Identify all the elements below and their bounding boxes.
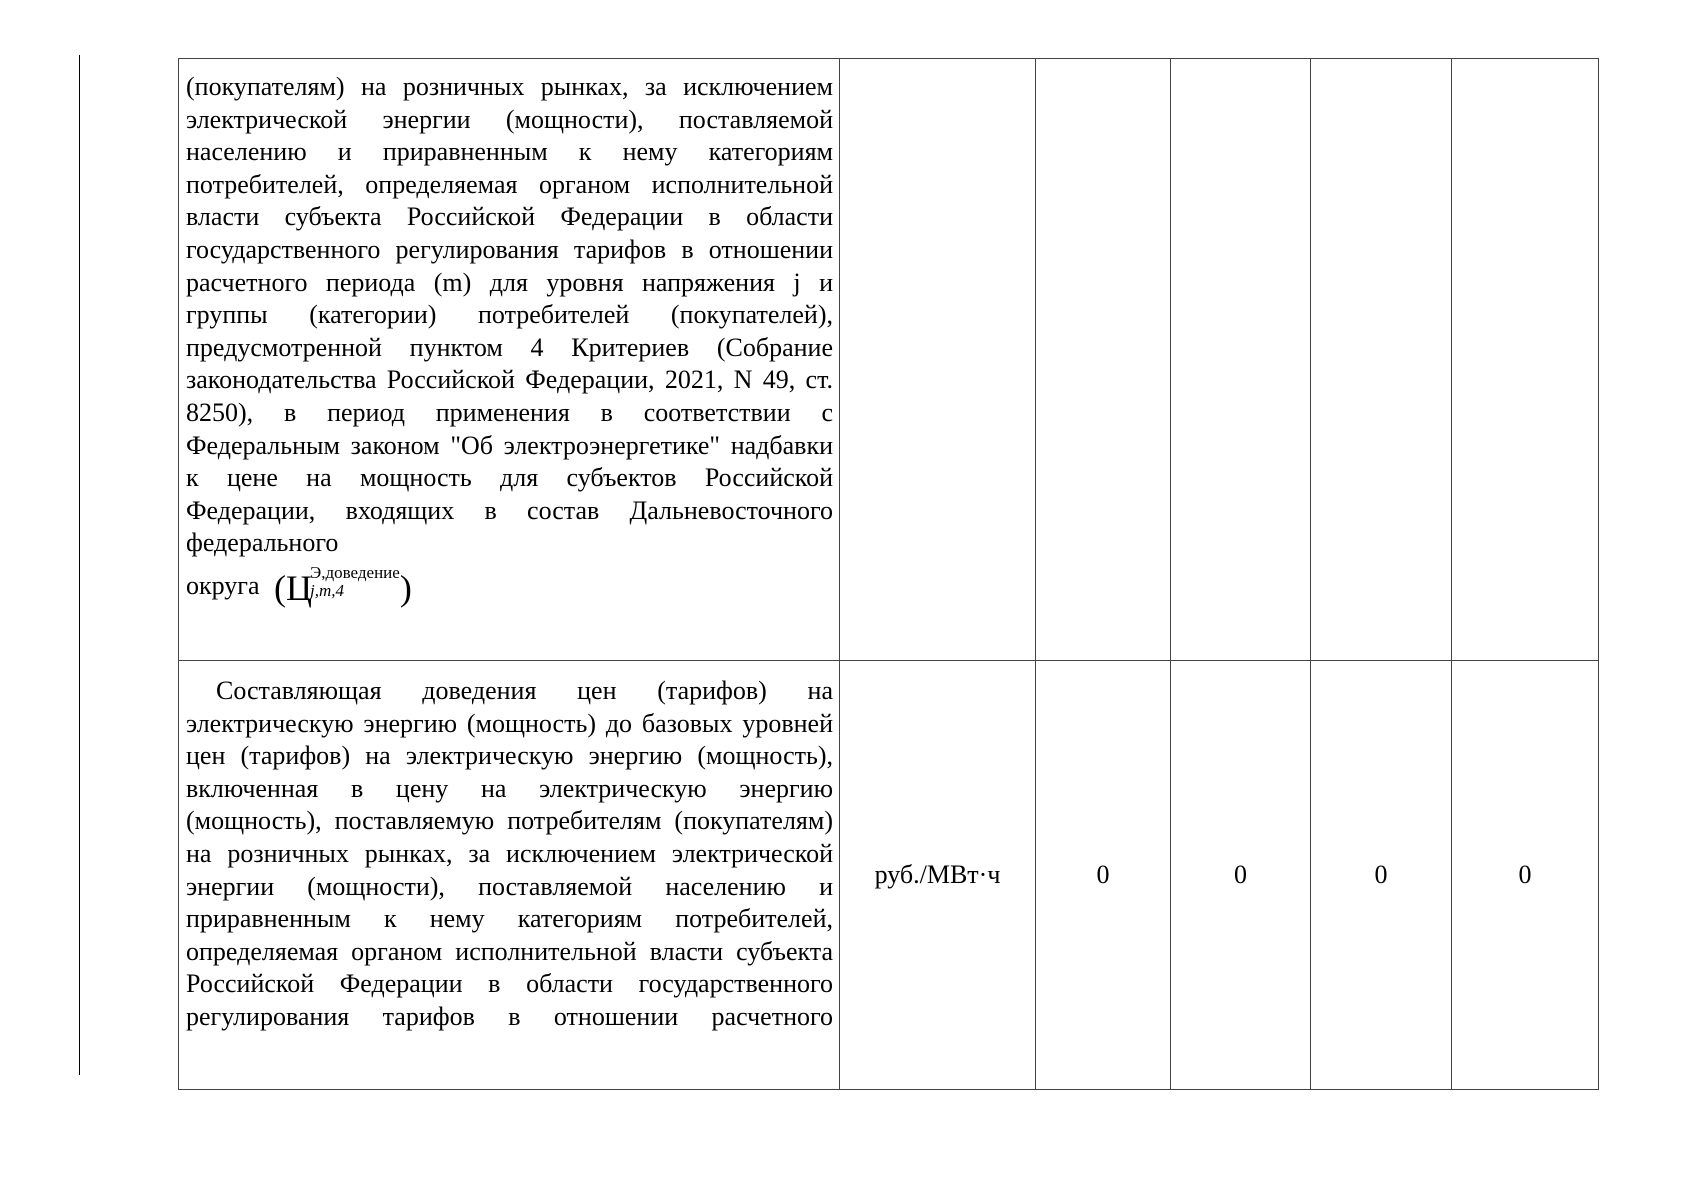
table-row <box>179 661 1599 1090</box>
formula-open-paren: ( <box>274 567 286 608</box>
unit-cell: руб./МВт·ч <box>840 661 1036 1090</box>
value-cell: 0 <box>1036 661 1171 1090</box>
table-row <box>179 59 1599 661</box>
formula-close-paren: ) <box>399 567 412 608</box>
formula-prefix: округа <box>186 570 260 600</box>
unit-cell <box>840 59 1036 661</box>
formula-subscript: j,m,4 <box>310 580 344 600</box>
description-cell <box>179 661 840 1090</box>
value-cell <box>1311 59 1452 661</box>
formula-scripts <box>310 564 400 600</box>
formula-line <box>186 564 833 606</box>
formula-superscript: Э,доведение <box>310 562 400 582</box>
value-cell: 0 <box>1311 661 1452 1090</box>
value-cell <box>1036 59 1171 661</box>
description-cell <box>179 59 840 661</box>
formula-base-symbol: Ц <box>286 567 312 608</box>
value-cell: 0 <box>1452 661 1599 1090</box>
price-formula <box>274 564 412 606</box>
page-margin-line <box>79 55 80 1075</box>
value-cell <box>1452 59 1599 661</box>
description-text: (покупателям) на розничных рынках, за исключением электрической энергии (мощности), поставляемой населению и приравненным к нему категориям потребителей, определяемая органом исполнительной власти субъекта Российской Федерации в области государственного регулирования тарифов в отношении расчетного периода (m) для уровня напряжения j и группы (категории) потребителей (покупателей), предусмотренной пунктом 4 Критериев (Собрание законодательства Российской Федерации, 2021, N 49, ст. 8250), в период применения в соответствии с Федеральным законом "Об электроэнергетике" надбавки к цене на мощность для субъектов Российской Федерации, входящих в состав Дальневосточного федерального <box>186 72 833 558</box>
description-text: Составляющая доведения цен (тарифов) на электрическую энергию (мощность) до базовых уровней цен (тарифов) на электрическую энергию (мощность), включенная в цену на электрическую энергию (мощность), поставляемую потребителям (покупателям) на розничных рынках, за исключением электрической энергии (мощности), поставляемой населению и приравненным к нему категориям потребителей, определяемая органом исполнительной власти субъекта Российской Федерации в области государственного регулирования тарифов в отношении расчетного <box>186 676 833 1031</box>
tariff-table <box>178 58 1599 1090</box>
value-cell: 0 <box>1171 661 1311 1090</box>
value-cell <box>1171 59 1311 661</box>
